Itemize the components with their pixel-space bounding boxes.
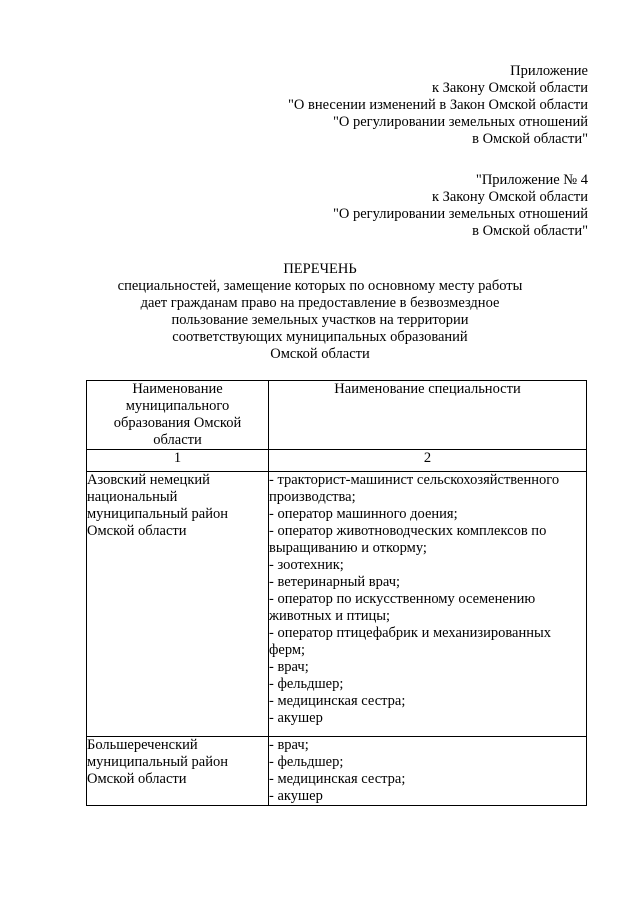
- appendix-header-line: Приложение: [510, 63, 588, 79]
- municipality-cell: [87, 472, 269, 737]
- municipality-line: Омской области: [87, 771, 187, 787]
- specialty-line: - зоотехник;: [269, 557, 344, 573]
- appendix-header-line: "О внесении изменений в Закон Омской области: [288, 97, 588, 113]
- appendix4-header-line: "Приложение № 4: [475, 172, 588, 188]
- municipality-line: национальный: [87, 489, 178, 505]
- specialty-line: выращиванию и откорму;: [269, 540, 427, 556]
- appendix4-header-line: в Омской области": [472, 223, 588, 239]
- municipality-line: муниципальный район: [87, 754, 228, 770]
- municipality-line: Большереченский: [87, 737, 198, 753]
- specialty-line: животных и птицы;: [269, 608, 391, 624]
- appendix-header-line: "О регулировании земельных отношений: [332, 114, 588, 130]
- column-number: 2: [269, 450, 587, 472]
- header-line: Наименование: [132, 381, 223, 397]
- specialty-line: - медицинская сестра;: [269, 693, 406, 709]
- specialty-line: - врач;: [269, 737, 309, 753]
- header-line: образования Омской: [113, 415, 242, 431]
- specialty-line: - ветеринарный врач;: [269, 574, 401, 590]
- specialty-line: ферм;: [269, 642, 306, 658]
- specialty-cell: [269, 472, 587, 737]
- column-number: 1: [87, 450, 269, 472]
- header-line: муниципального: [125, 398, 230, 414]
- specialty-line: - фельдшер;: [269, 754, 344, 770]
- table-row: [87, 737, 587, 806]
- table-row: [87, 472, 587, 737]
- specialty-line: - оператор животноводческих комплексов по: [269, 523, 547, 539]
- specialty-line: - врач;: [269, 659, 309, 675]
- title-line: соответствующих муниципальных образований: [172, 329, 468, 345]
- table-header-row: [87, 381, 587, 450]
- municipality-line: Азовский немецкий: [87, 472, 210, 488]
- specialty-cell: [269, 737, 587, 806]
- column-number-row: [87, 450, 587, 472]
- title-line: Омской области: [270, 346, 370, 362]
- specialty-line: - медицинская сестра;: [269, 771, 406, 787]
- specialty-line: - акушер: [269, 710, 323, 726]
- header-municipality: [87, 381, 269, 450]
- specialty-line: - тракторист-машинист сельскохозяйственного: [269, 472, 560, 488]
- appendix4-header-line: к Закону Омской области: [431, 189, 588, 205]
- specialty-line: - акушер: [269, 788, 323, 804]
- specialty-line: - фельдшер;: [269, 676, 344, 692]
- specialty-line: производства;: [269, 489, 356, 505]
- municipality-line: муниципальный район: [87, 506, 228, 522]
- title-line: пользование земельных участков на территории: [171, 312, 469, 328]
- header-line: Наименование специальности: [334, 381, 521, 397]
- appendix-header: [288, 63, 588, 148]
- municipality-cell: [87, 737, 269, 806]
- appendix-header-line: к Закону Омской области: [431, 80, 588, 96]
- title-line: дает гражданам право на предоставление в безвозмездное: [140, 295, 500, 311]
- municipality-line: Омской области: [87, 523, 187, 539]
- appendix4-header: [333, 172, 588, 240]
- appendix4-header-line: "О регулировании земельных отношений: [332, 206, 588, 222]
- specialties-table: [86, 380, 587, 806]
- appendix-header-line: в Омской области": [472, 131, 588, 147]
- specialty-line: - оператор машинного доения;: [269, 506, 458, 522]
- header-specialty: [269, 381, 587, 450]
- header-line: области: [153, 432, 202, 448]
- title-heading: ПЕРЕЧЕНЬ: [283, 261, 357, 277]
- specialty-line: - оператор по искусственному осеменению: [269, 591, 536, 607]
- specialty-line: - оператор птицефабрик и механизированных: [269, 625, 552, 641]
- title-line: специальностей, замещение которых по основному месту работы: [117, 278, 523, 294]
- document-title: [0, 261, 640, 363]
